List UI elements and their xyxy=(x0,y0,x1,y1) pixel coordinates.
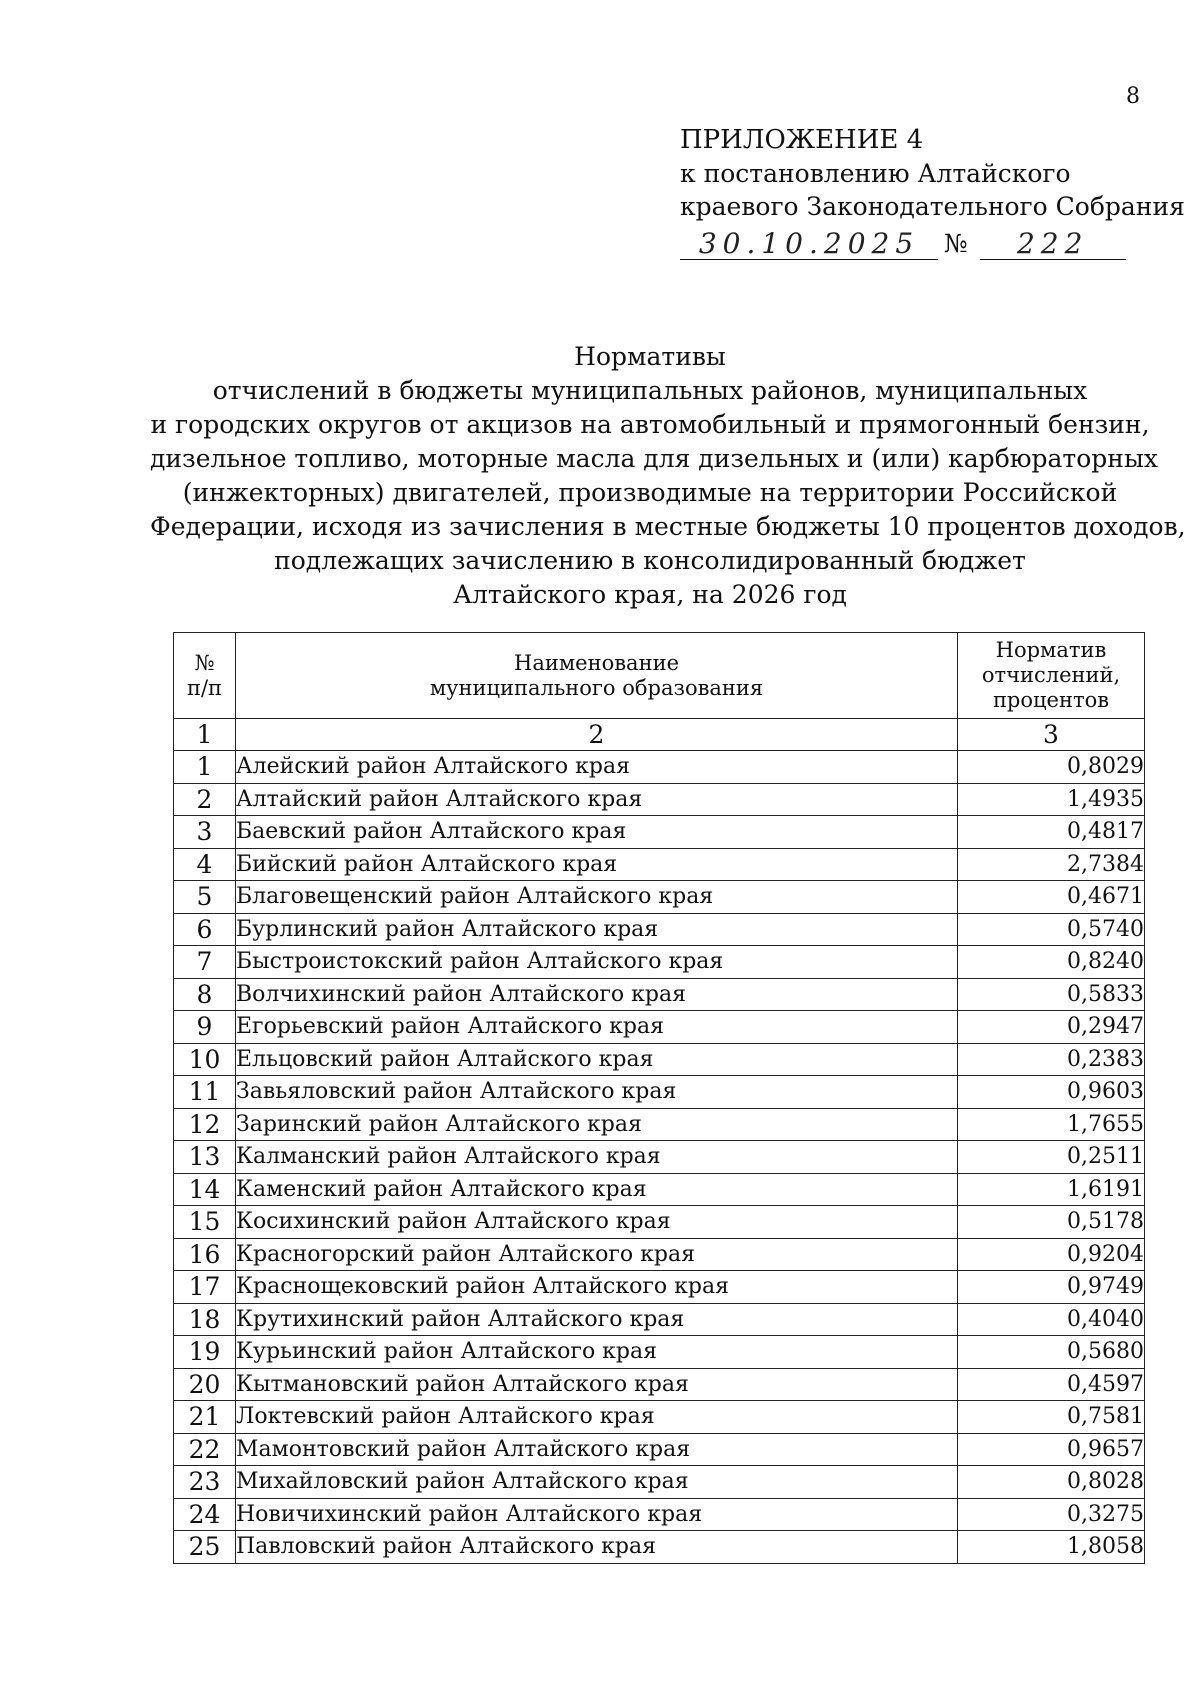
header-norm-line: процентов xyxy=(992,688,1110,712)
row-name: Егорьевский район Алтайского края xyxy=(236,1011,958,1044)
row-number: 7 xyxy=(174,946,236,979)
appendix-block xyxy=(680,124,1185,260)
row-value: 0,2947 xyxy=(958,1011,1145,1044)
heading-line: подлежащих зачислению в консолидированный бюджет xyxy=(274,546,1026,575)
heading-line: отчислений в бюджеты муниципальных районов, муниципальных xyxy=(212,376,1088,405)
row-name: Бурлинский район Алтайского края xyxy=(236,913,958,946)
appendix-line-1: к постановлению Алтайского xyxy=(680,159,1071,188)
table-row xyxy=(174,783,1145,816)
heading-line: (инжекторных) двигателей, производимые на территории Российской xyxy=(182,478,1118,507)
date-number-line xyxy=(680,227,1185,260)
row-number: 15 xyxy=(174,1206,236,1239)
row-number: 8 xyxy=(174,978,236,1011)
row-name: Косихинский район Алтайского края xyxy=(236,1206,958,1239)
row-name: Крутихинский район Алтайского края xyxy=(236,1303,958,1336)
heading-line: Нормативы xyxy=(574,342,726,371)
row-value: 0,5740 xyxy=(958,913,1145,946)
row-name: Заринский район Алтайского края xyxy=(236,1108,958,1141)
table-body xyxy=(174,751,1145,1564)
row-name: Калманский район Алтайского края xyxy=(236,1141,958,1174)
row-name: Красногорский район Алтайского края xyxy=(236,1238,958,1271)
handwritten-date: 30.10.2025 xyxy=(680,229,938,260)
row-number: 21 xyxy=(174,1401,236,1434)
row-name: Завьяловский район Алтайского края xyxy=(236,1076,958,1109)
row-number: 3 xyxy=(174,816,236,849)
table-row xyxy=(174,1531,1145,1564)
page-number: 8 xyxy=(1126,84,1140,109)
row-name: Алтайский район Алтайского края xyxy=(236,783,958,816)
row-value: 0,2511 xyxy=(958,1141,1145,1174)
row-name: Благовещенский район Алтайского края xyxy=(236,881,958,914)
row-number: 5 xyxy=(174,881,236,914)
row-number: 18 xyxy=(174,1303,236,1336)
row-number: 24 xyxy=(174,1498,236,1531)
row-number: 23 xyxy=(174,1466,236,1499)
row-name: Баевский район Алтайского края xyxy=(236,816,958,849)
table-row xyxy=(174,946,1145,979)
heading-line: Федерации, исходя из зачисления в местные бюджеты 10 процентов доходов, xyxy=(150,512,1186,541)
row-value: 0,9657 xyxy=(958,1433,1145,1466)
handwritten-number: 222 xyxy=(980,229,1126,260)
header-name-line: муниципального образования xyxy=(429,675,764,700)
row-name: Краснощековский район Алтайского края xyxy=(236,1271,958,1304)
number-sign: № xyxy=(944,229,968,258)
row-value: 0,2383 xyxy=(958,1043,1145,1076)
row-number: 9 xyxy=(174,1011,236,1044)
row-number: 14 xyxy=(174,1173,236,1206)
row-number: 20 xyxy=(174,1368,236,1401)
row-name: Локтевский район Алтайского края xyxy=(236,1401,958,1434)
row-value: 0,5833 xyxy=(958,978,1145,1011)
row-name: Быстроистокский район Алтайского края xyxy=(236,946,958,979)
document-heading xyxy=(150,340,1186,612)
row-number: 17 xyxy=(174,1271,236,1304)
header-name-line: Наименование xyxy=(514,650,679,675)
row-number: 2 xyxy=(174,783,236,816)
header-name xyxy=(236,633,958,719)
row-name: Бийский район Алтайского края xyxy=(236,848,958,881)
table-row xyxy=(174,1433,1145,1466)
table-row xyxy=(174,1466,1145,1499)
row-number: 4 xyxy=(174,848,236,881)
col-number-2: 2 xyxy=(236,719,958,751)
row-number: 10 xyxy=(174,1043,236,1076)
header-norm-line: Норматив xyxy=(995,638,1107,662)
row-name: Павловский район Алтайского края xyxy=(236,1531,958,1564)
row-value: 0,9603 xyxy=(958,1076,1145,1109)
table-row xyxy=(174,1043,1145,1076)
col-number-3: 3 xyxy=(958,719,1145,751)
row-value: 0,4597 xyxy=(958,1368,1145,1401)
table-row xyxy=(174,1401,1145,1434)
row-value: 0,7581 xyxy=(958,1401,1145,1434)
row-value: 0,8029 xyxy=(958,751,1145,784)
row-value: 0,8028 xyxy=(958,1466,1145,1499)
table-row xyxy=(174,1141,1145,1174)
table-row xyxy=(174,913,1145,946)
row-value: 0,4817 xyxy=(958,816,1145,849)
row-number: 11 xyxy=(174,1076,236,1109)
table-row xyxy=(174,1076,1145,1109)
row-number: 22 xyxy=(174,1433,236,1466)
appendix-line-2: краевого Законодательного Собрания xyxy=(680,192,1185,221)
row-number: 13 xyxy=(174,1141,236,1174)
row-number: 25 xyxy=(174,1531,236,1564)
row-name: Волчихинский район Алтайского края xyxy=(236,978,958,1011)
table-row xyxy=(174,978,1145,1011)
table-row xyxy=(174,1368,1145,1401)
row-number: 1 xyxy=(174,751,236,784)
header-norm-line: отчислений, xyxy=(981,663,1121,687)
heading-line: дизельное топливо, моторные масла для дизельных и (или) карбюраторных xyxy=(150,444,1158,473)
header-number xyxy=(174,633,236,719)
header-number-line: п/п xyxy=(186,675,223,700)
table-row xyxy=(174,1238,1145,1271)
row-name: Курьинский район Алтайского края xyxy=(236,1336,958,1369)
table-row xyxy=(174,848,1145,881)
table-row xyxy=(174,751,1145,784)
row-name: Мамонтовский район Алтайского края xyxy=(236,1433,958,1466)
row-value: 1,7655 xyxy=(958,1108,1145,1141)
table-row xyxy=(174,1303,1145,1336)
table-row xyxy=(174,1108,1145,1141)
row-name: Кытмановский район Алтайского края xyxy=(236,1368,958,1401)
table-row xyxy=(174,1011,1145,1044)
row-value: 0,5178 xyxy=(958,1206,1145,1239)
header-norm xyxy=(958,633,1145,719)
norms-table xyxy=(173,632,1145,1564)
appendix-title: ПРИЛОЖЕНИЕ 4 xyxy=(680,125,924,155)
row-value: 0,5680 xyxy=(958,1336,1145,1369)
table-row xyxy=(174,1206,1145,1239)
row-value: 1,4935 xyxy=(958,783,1145,816)
heading-line: Алтайского края, на 2026 год xyxy=(453,580,847,609)
row-number: 16 xyxy=(174,1238,236,1271)
row-number: 12 xyxy=(174,1108,236,1141)
row-value: 0,9749 xyxy=(958,1271,1145,1304)
col-number-1: 1 xyxy=(174,719,236,751)
row-value: 0,3275 xyxy=(958,1498,1145,1531)
table-row xyxy=(174,1498,1145,1531)
row-name: Новичихинский район Алтайского края xyxy=(236,1498,958,1531)
row-name: Каменский район Алтайского края xyxy=(236,1173,958,1206)
row-value: 2,7384 xyxy=(958,848,1145,881)
table-row xyxy=(174,1271,1145,1304)
row-name: Ельцовский район Алтайского края xyxy=(236,1043,958,1076)
row-number: 6 xyxy=(174,913,236,946)
row-value: 0,9204 xyxy=(958,1238,1145,1271)
row-number: 19 xyxy=(174,1336,236,1369)
header-number-line: № xyxy=(194,650,215,675)
row-value: 0,4040 xyxy=(958,1303,1145,1336)
row-value: 1,8058 xyxy=(958,1531,1145,1564)
row-value: 0,4671 xyxy=(958,881,1145,914)
table-row xyxy=(174,816,1145,849)
row-name: Алейский район Алтайского края xyxy=(236,751,958,784)
table-row xyxy=(174,1173,1145,1206)
row-value: 0,8240 xyxy=(958,946,1145,979)
table-row xyxy=(174,1336,1145,1369)
row-value: 1,6191 xyxy=(958,1173,1145,1206)
row-name: Михайловский район Алтайского края xyxy=(236,1466,958,1499)
table-row xyxy=(174,881,1145,914)
heading-line: и городских округов от акцизов на автомобильный и прямогонный бензин, xyxy=(150,410,1150,439)
